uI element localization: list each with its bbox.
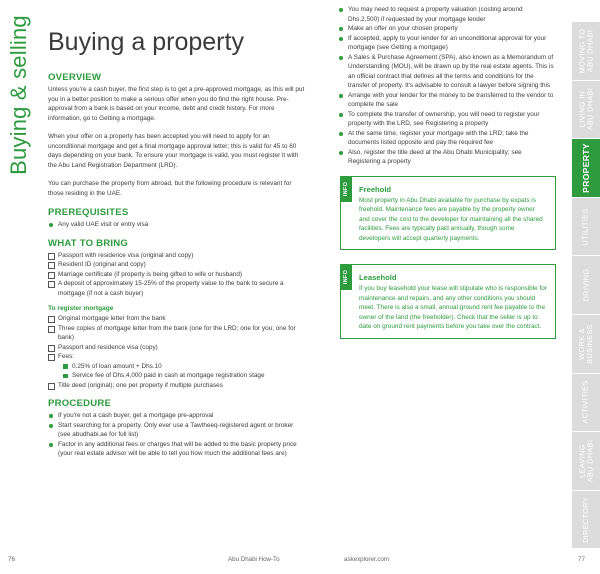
tab-leaving-abu-dhabi[interactable] — [572, 432, 600, 491]
info-box-heading: Leasehold — [359, 273, 397, 282]
tab-work-business[interactable] — [572, 315, 600, 374]
checklist-item: Three copies of mortgage letter from the bank (one for the LRD; one for you; one for bank) — [48, 324, 306, 343]
info-tab — [340, 176, 352, 202]
right-column — [338, 5, 554, 339]
procedure-step: At the same time, register your mortgage with the LRD; take the documents listed opposite and pay the required fee — [338, 129, 554, 148]
tab-label: LIVING IN ABU DHABI — [577, 88, 595, 131]
fee-item: 0.25% of loan amount + Dhs.10 — [62, 362, 306, 372]
checklist-item: Resident ID (original and copy) — [48, 260, 306, 270]
tab-driving[interactable] — [572, 256, 600, 315]
website[interactable]: askexplorer.com — [344, 556, 390, 563]
overview-paragraph: Unless you're a cash buyer, the first step is to get a pre-approved mortgage, as this will put you in a better position to make a serious offer when you do find the right house. Pre-approval from a bank is based on your income, debt and credit history. For more information, go to Getting a mortgage. — [48, 86, 305, 122]
tab-label: WORK & BUSINESS — [577, 323, 594, 364]
info-box-heading: Freehold — [359, 184, 392, 194]
procedure-list — [48, 411, 306, 459]
info-tab — [340, 264, 352, 290]
checklist-item: A deposit of approximately 15-25% of the property value to the bank to secure a mortgage (if not a cash buyer) — [48, 279, 306, 298]
prerequisites-heading: PREREQUISITES — [48, 207, 129, 218]
procedure-step: If you're not a cash buyer, get a mortgage pre-approval — [48, 411, 306, 421]
checklist-item: Fees: — [48, 352, 306, 362]
info-tab-label: INFO — [343, 181, 349, 196]
info-box-text: Most property in Abu Dhabi available for purchase by expats is freehold. Maintenance fees are payable by the property owner and cover the cost to the developer for maintaining all the shared facilities. Fees are typically paid annually, though some developers will accept quarterly payments. — [359, 196, 543, 242]
procedure-step: Also, register the title deed at the Abu Dhabi Municipality; see Registering a property — [338, 148, 554, 167]
checklist-item: Passport and residence visa (copy) — [48, 343, 306, 353]
procedure-step: Arrange with your lender for the money to be transferred to the vendor to complete the sale — [338, 91, 554, 110]
tab-activities[interactable] — [572, 374, 600, 433]
procedure-step: Factor in any additional fees or charges that will be added to the basic property price (your real estate advisor will be able to tell you how much the additional fees are) — [48, 440, 306, 459]
checklist-item: Title deed (original); one per property if multiple purchases — [48, 381, 306, 391]
checklist-item: Original mortgage letter from the bank — [48, 314, 306, 324]
procedure-step: If accepted, apply to your lender for an unconditional approval for your mortgage (see Getting a mortgage) — [338, 34, 554, 53]
fee-item: Service fee of Dhs.4,000 paid in cash at mortgage registration stage — [62, 371, 306, 381]
tab-living-in-abu-dhabi[interactable] — [572, 81, 600, 140]
procedure-step: To complete the transfer of ownership, you will need to register your property with the LRD, see Registering a property — [338, 110, 554, 129]
register-mortgage-list-end — [48, 381, 306, 391]
tab-label: UTILITIES — [581, 207, 591, 246]
overview-heading: OVERVIEW — [48, 72, 102, 83]
tab-moving-to-abu-dhabi[interactable] — [572, 22, 600, 81]
book-title: Abu Dhabi How-To — [228, 556, 280, 563]
what-to-bring-list — [48, 251, 306, 299]
chapter-tabs — [572, 22, 600, 550]
overview-paragraph: You can purchase the property from abroad, but the following procedure is relevant for those residing in the UAE. — [48, 180, 292, 197]
register-mortgage-heading: To register mortgage — [48, 305, 114, 312]
tab-label: DRIVING — [581, 268, 590, 302]
page-number-right: 77 — [578, 556, 585, 563]
procedure-heading: PROCEDURE — [48, 398, 112, 409]
procedure-step: Start searching for a property. Only ever use a Tawtheeq-registered agent or broker (see abudhabi.ae for full list) — [48, 421, 306, 440]
checklist-item: Passport with residence visa (original and copy) — [48, 251, 306, 261]
procedure-list-continued — [338, 5, 554, 167]
procedure-step: You may need to request a property valuation (costing around Dhs.2,500) if requested by your mortgage lender — [338, 5, 554, 24]
list-item: Any valid UAE visit or entry visa — [48, 220, 306, 230]
fees-list — [62, 362, 306, 381]
tab-label: PROPERTY — [581, 143, 591, 193]
tab-utilities[interactable] — [572, 198, 600, 257]
overview-paragraph: When your offer on a property has been accepted you will need to apply for an unconditional mortgage and get a final mortgage approval letter; this is valid for 45 to 60 days depending on your bank. To ensure your mortgage is valid, you must register it with the Abu Land Registration Department (LRD). — [48, 133, 299, 169]
tab-property[interactable] — [572, 139, 600, 198]
what-to-bring-heading: WHAT TO BRING — [48, 237, 129, 249]
procedure-step: Make an offer on your chosen property — [338, 24, 554, 34]
page-number-left: 76 — [8, 556, 15, 563]
tab-label: MOVING TO ABU DHABI — [577, 28, 595, 74]
info-box-leasehold — [340, 264, 556, 339]
tab-label: LEAVING ABU DHABI — [577, 439, 595, 483]
prerequisites-list — [48, 220, 306, 230]
tab-directory[interactable] — [572, 491, 600, 550]
checklist-item: Marriage certificate (if property is being gifted to wife or husband) — [48, 270, 306, 280]
info-box-text: If you buy leasehold your lease will stipulate who is responsible for maintenance and repairs, and any other conditions you should meet. There is also a small, annual ground rent fee payable to the owner of the land (the freeholder). Check that the seller is up to date on ground rent payments before you take over the contract. — [359, 285, 547, 330]
procedure-step: A Sales & Purchase Agreement (SPA), also known as a Memorandum of Understanding (MOU), will be drawn up by the real estate agents. This is an official contract that defines all the terms and conditions for the transfer of property. It's advisable to consult a lawyer before signing this — [338, 53, 554, 91]
info-box-freehold — [340, 176, 556, 251]
section-label-text: Buying & selling — [6, 15, 31, 175]
register-mortgage-list — [48, 314, 306, 362]
tab-label: DIRECTORY — [581, 496, 590, 543]
info-tab-label: INFO — [343, 269, 349, 285]
section-label — [4, 15, 34, 175]
left-column — [48, 72, 306, 459]
tab-label: ACTIVITIES — [581, 380, 590, 424]
page-title: Buying a property — [48, 28, 244, 56]
